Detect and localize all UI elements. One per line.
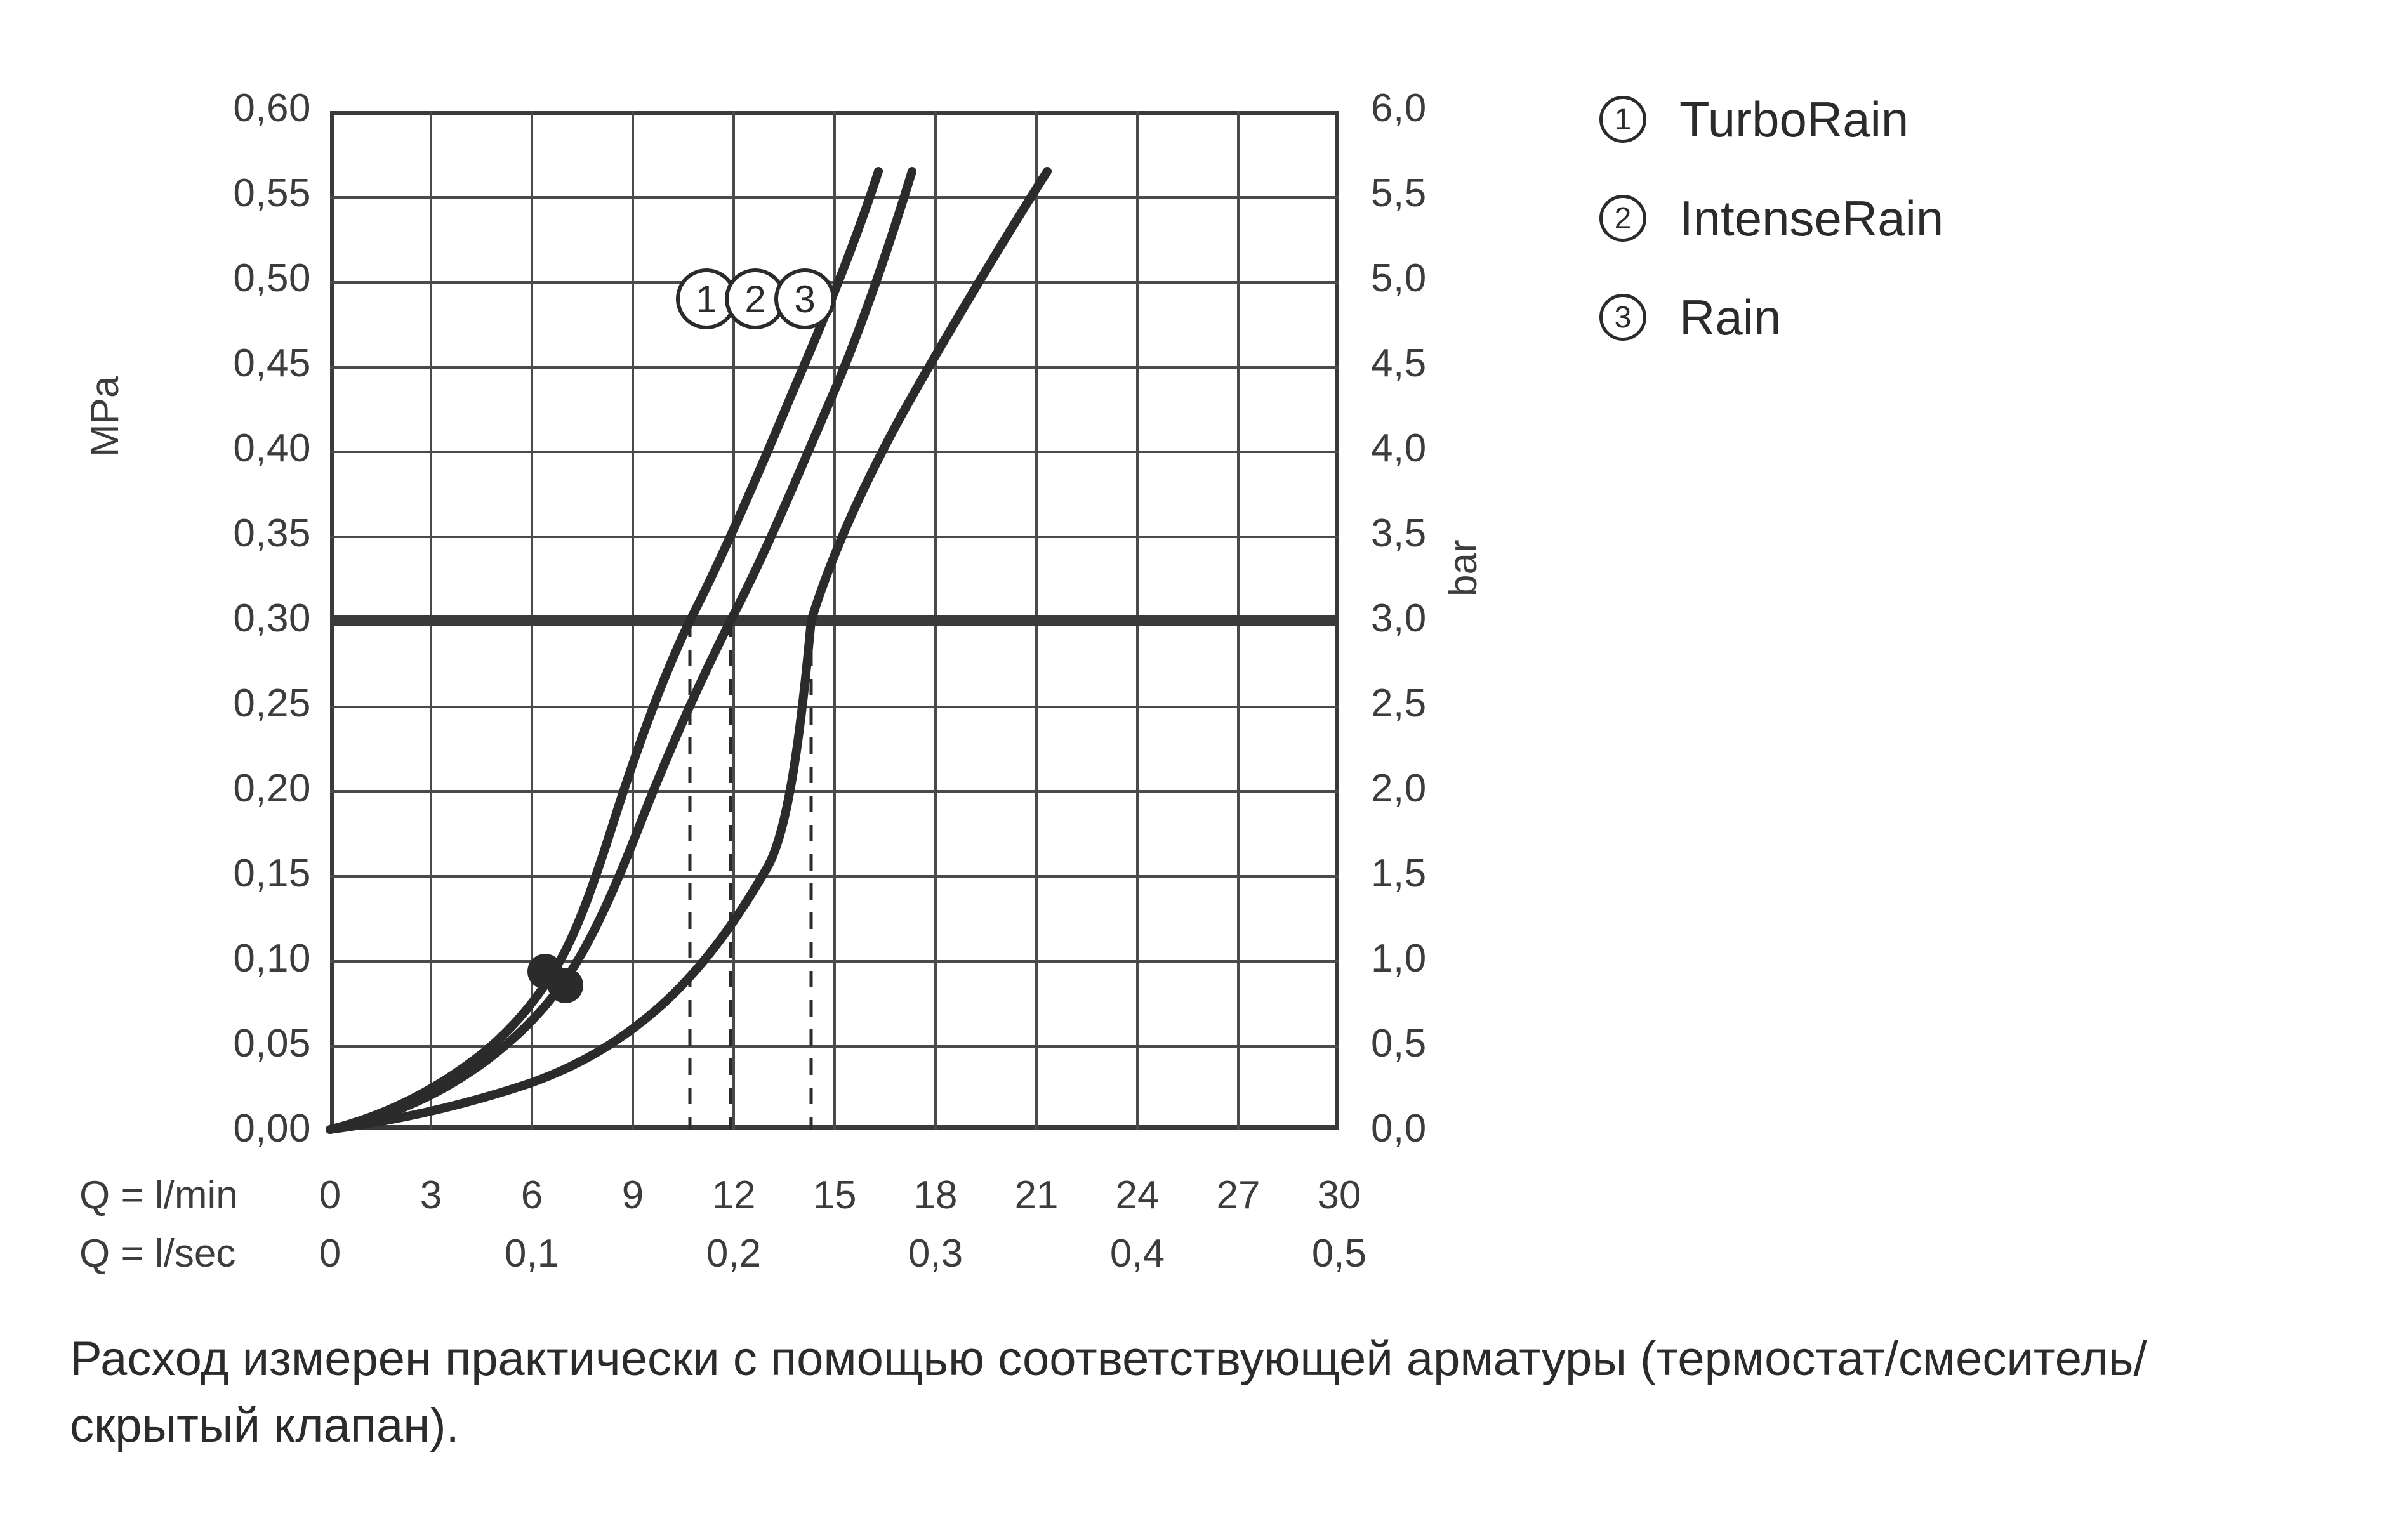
y-tick-right: 1,0 [1371,937,1427,980]
y-tick-right: 4,5 [1371,341,1427,385]
x-tick-lmin: 6 [520,1173,543,1217]
x-tick-lmin: 3 [420,1173,442,1217]
x-tick-lsec: 0,1 [504,1232,560,1275]
x-tick-lmin: 18 [913,1173,958,1217]
x-tick-lmin: 12 [711,1173,756,1217]
x-tick-lmin: 9 [621,1173,644,1217]
y-tick-left: 0,40 [233,426,311,470]
y-tick-left: 0,10 [233,937,311,980]
legend-marker-1: 1 [1599,96,1646,143]
y-tick-left: 0,20 [233,767,311,810]
data-point-dot [548,968,583,1003]
y-tick-right: 3,0 [1371,596,1427,640]
y-tick-right: 1,5 [1371,852,1427,895]
x-tick-lsec: 0,2 [706,1232,762,1275]
y-tick-right: 4,0 [1371,426,1427,470]
x-tick-lsec: 0 [319,1232,341,1275]
y-tick-left: 0,45 [233,341,311,385]
x-tick-lmin: 27 [1216,1173,1260,1217]
x-tick-lsec: 0,4 [1109,1232,1165,1275]
y-tick-right: 0,5 [1371,1022,1427,1065]
y-tick-left: 0,55 [233,171,311,215]
y-tick-right: 2,0 [1371,767,1427,810]
y-tick-left: 0,60 [233,86,311,130]
y-tick-right: 5,0 [1371,256,1427,300]
axis-title-left: MPa [83,376,127,457]
y-tick-left: 0,05 [233,1022,311,1065]
y-tick-right: 6,0 [1371,86,1427,130]
legend-marker-2: 2 [1599,195,1646,242]
callout-rain: 3 [774,268,835,329]
curves-layer [330,111,1339,1130]
legend-marker-3: 3 [1599,294,1646,341]
y-tick-right: 0,0 [1371,1107,1427,1150]
plot-area [330,111,1339,1130]
y-tick-right: 3,5 [1371,511,1427,555]
x-tick-lmin: 30 [1317,1173,1361,1217]
y-tick-left: 0,15 [233,852,311,895]
legend-label-intenserain: IntenseRain [1679,190,1944,246]
y-tick-left: 0,00 [233,1107,311,1150]
x-tick-lmin: 15 [812,1173,857,1217]
x-axis-label-lmin: Q = l/min [79,1173,238,1217]
y-tick-left: 0,50 [233,256,311,300]
axis-title-right: bar [1441,539,1485,596]
x-tick-lmin: 24 [1115,1173,1160,1217]
x-axis-label-lsec: Q = l/sec [79,1232,236,1275]
legend-label-turborain: TurboRain [1679,91,1909,147]
footnote-text: Расход измерен практически с помощью соответствующей арматуры (термостат/смеситель/скрытый клапан). [70,1332,2147,1453]
legend-item [1599,89,2329,150]
y-tick-left: 0,25 [233,682,311,725]
x-tick-lmin: 0 [319,1173,341,1217]
legend-item [1599,287,2329,348]
y-tick-right: 5,5 [1371,171,1427,215]
flow-pressure-chart [63,51,1485,1275]
x-tick-lmin: 21 [1014,1173,1059,1217]
x-tick-lsec: 0,5 [1311,1232,1367,1275]
x-tick-lsec: 0,3 [908,1232,963,1275]
y-tick-left: 0,30 [233,596,311,640]
legend-label-rain: Rain [1679,289,1782,345]
y-tick-left: 0,35 [233,511,311,555]
callout-turborain: 1 [676,268,737,329]
y-tick-right: 2,5 [1371,682,1427,725]
callout-intenserain: 2 [725,268,786,329]
chart-legend [1599,89,2329,386]
legend-item [1599,188,2329,249]
